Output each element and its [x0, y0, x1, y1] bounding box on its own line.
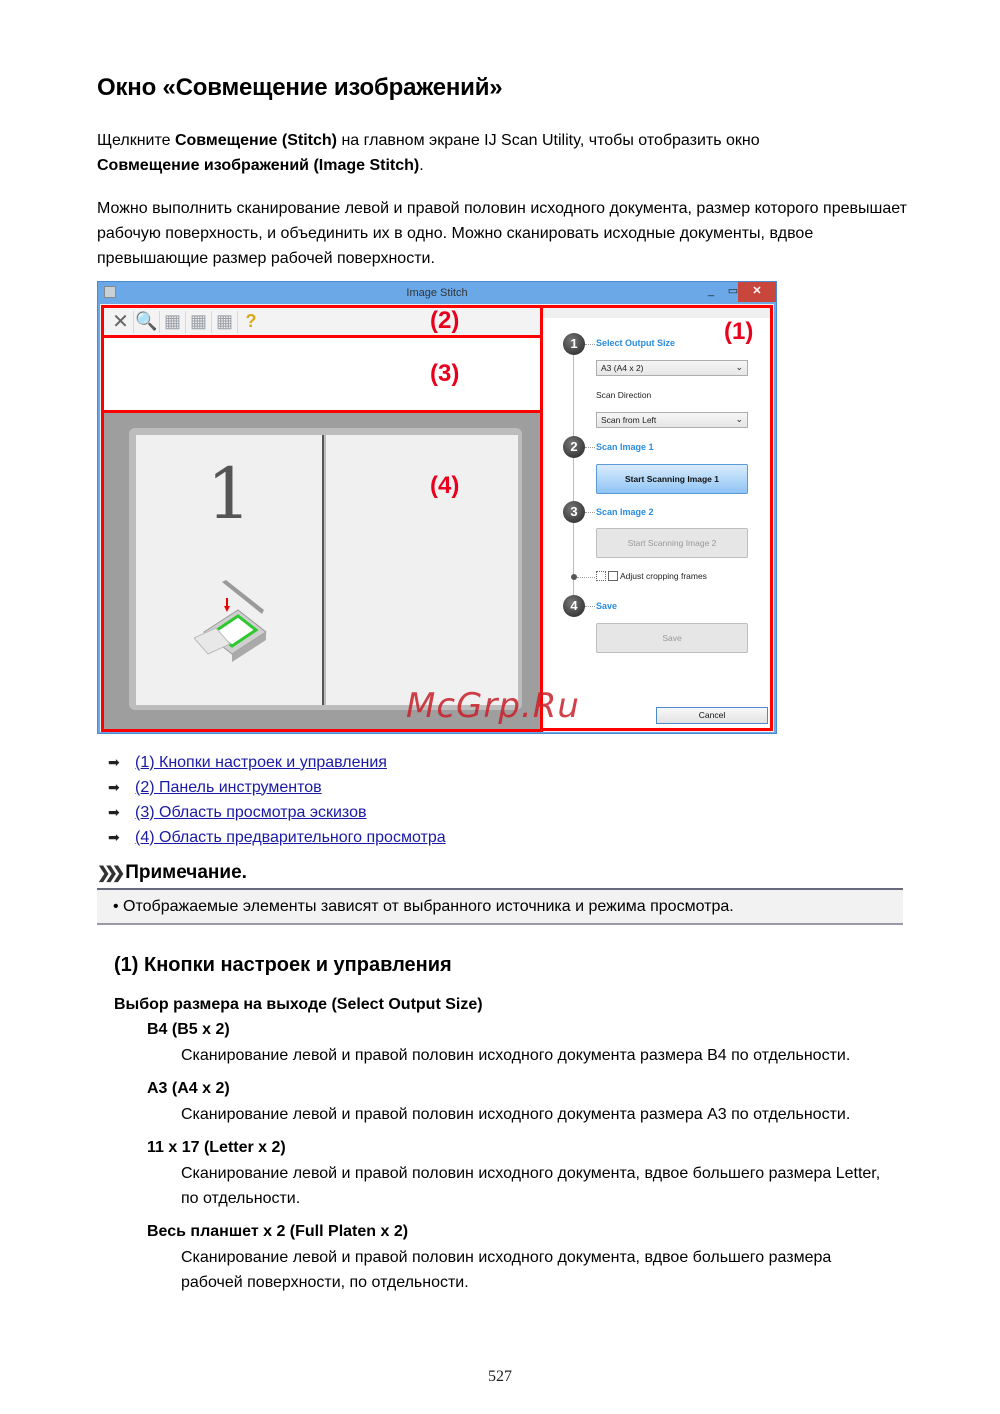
note-heading-text: Примечание.: [125, 862, 247, 883]
save-button[interactable]: Save: [596, 623, 748, 653]
rotate-left-icon[interactable]: ▦: [160, 311, 186, 333]
window-titlebar: [98, 282, 776, 304]
step-1-label: Select Output Size: [596, 338, 676, 348]
step-3-icon: 3: [563, 501, 585, 523]
adjust-cropping-label: Adjust cropping frames: [620, 571, 707, 581]
note-box: • Отображаемые элементы зависят от выбранного источника и режима просмотра.: [97, 888, 903, 925]
term-full-platen: Весь планшет x 2 (Full Platen x 2): [147, 1223, 409, 1240]
note-heading: [97, 862, 247, 884]
link-row: [108, 750, 446, 775]
zoom-icon[interactable]: 🔍: [134, 311, 160, 333]
watermark: McGrp.Ru: [406, 686, 580, 726]
intro-paragraph-2: Можно выполнить сканирование левой и правой половин исходного документа, размер которого превышает рабочую поверхность, и объединить их в одно. Можно сканировать исходные документы, вдвое превышающие размер рабочей поверхности.: [97, 200, 907, 267]
window-title: Image Stitch: [406, 287, 468, 299]
page-number: 527: [488, 1368, 512, 1385]
term-a3: A3 (A4 x 2): [147, 1080, 230, 1097]
link-row: [108, 800, 446, 825]
step-2-icon: 2: [563, 436, 585, 458]
image-stitch-window: [97, 281, 777, 734]
scan-direction-value: Scan from Left: [601, 415, 657, 425]
maximize-button[interactable]: ▭: [727, 285, 739, 297]
output-size-value: A3 (A4 x 2): [601, 363, 644, 373]
start-scanning-image-2-button[interactable]: Start Scanning Image 2: [596, 528, 748, 558]
term-letter: 11 x 17 (Letter x 2): [147, 1139, 286, 1156]
scan-direction-label: Scan Direction: [596, 390, 652, 400]
preview-number: 1: [206, 453, 252, 535]
link-thumbnail-area[interactable]: (3) Область просмотра эскизов: [135, 803, 367, 821]
close-window-button[interactable]: ✕: [738, 282, 776, 302]
term-b4: B4 (B5 x 2): [147, 1021, 230, 1038]
window-client: [100, 304, 774, 732]
desc-full-platen: Сканирование левой и правой половин исходного документа, вдвое большего размера рабочей поверхности, по отдельности.: [181, 1249, 832, 1291]
desc-a3: Сканирование левой и правой половин исходного документа размера A3 по отдельности.: [181, 1106, 851, 1123]
intro-paragraph-1: [97, 128, 917, 178]
minimize-button[interactable]: _: [707, 285, 715, 297]
section-links: [108, 750, 446, 850]
chevron-down-icon: ⌄: [735, 362, 743, 372]
help-icon[interactable]: ?: [245, 311, 257, 331]
cancel-button[interactable]: Cancel: [656, 707, 768, 724]
intro1-text-mid: на главном экране IJ Scan Utility, чтобы отобразить окно: [337, 132, 760, 149]
link-preview-area[interactable]: (4) Область предварительного просмотра: [135, 828, 446, 846]
auto-crop-icon[interactable]: ▦: [212, 311, 238, 333]
callout-box-3: [101, 335, 543, 413]
intro1-bold-image-stitch: Совмещение изображений (Image Stitch): [97, 157, 420, 174]
chevron-down-icon: ⌄: [735, 414, 743, 424]
callout-box-4: [101, 410, 543, 732]
intro1-text: Щелкните: [97, 132, 175, 149]
step-3-label: Scan Image 2: [596, 507, 654, 517]
desc-letter: Сканирование левой и правой половин исходного документа, вдвое большего размера Letter, по отдельности.: [181, 1165, 881, 1207]
step-1-icon: 1: [563, 333, 585, 355]
callout-4: (4): [430, 472, 460, 499]
callout-1: (1): [724, 318, 754, 345]
link-row: [108, 825, 446, 850]
step-4-label: Save: [596, 601, 618, 611]
page-title: Окно «Совмещение изображений»: [97, 74, 503, 101]
arrow-right-icon: ➡: [108, 804, 120, 820]
step-2-label: Scan Image 1: [596, 442, 654, 452]
intro1-bold-stitch: Совмещение (Stitch): [174, 132, 337, 149]
arrow-right-icon: ➡: [108, 779, 120, 795]
callout-2: (2): [430, 307, 460, 334]
close-x-icon[interactable]: ✕: [108, 311, 134, 333]
rotate-right-icon[interactable]: ▦: [186, 311, 212, 333]
link-settings-buttons[interactable]: (1) Кнопки настроек и управления: [135, 753, 387, 771]
section-heading: (1) Кнопки настроек и управления: [114, 954, 452, 976]
intro1-period: .: [419, 157, 424, 174]
desc-b4: Сканирование левой и правой половин исходного документа размера B4 по отдельности.: [181, 1047, 851, 1064]
section-subheading: Выбор размера на выходе (Select Output Size): [114, 996, 483, 1013]
link-toolbar[interactable]: (2) Панель инструментов: [135, 778, 322, 796]
start-scanning-image-1-button[interactable]: Start Scanning Image 1: [596, 464, 748, 494]
arrow-right-icon: ➡: [108, 754, 120, 770]
callout-box-1: [540, 305, 773, 731]
link-row: [108, 775, 446, 800]
note-chevrons-icon: ❯❯❯: [97, 865, 120, 882]
step-4-icon: 4: [563, 595, 585, 617]
arrow-right-icon: ➡: [108, 829, 120, 845]
callout-box-2: [101, 305, 543, 338]
callout-3: (3): [430, 360, 460, 387]
